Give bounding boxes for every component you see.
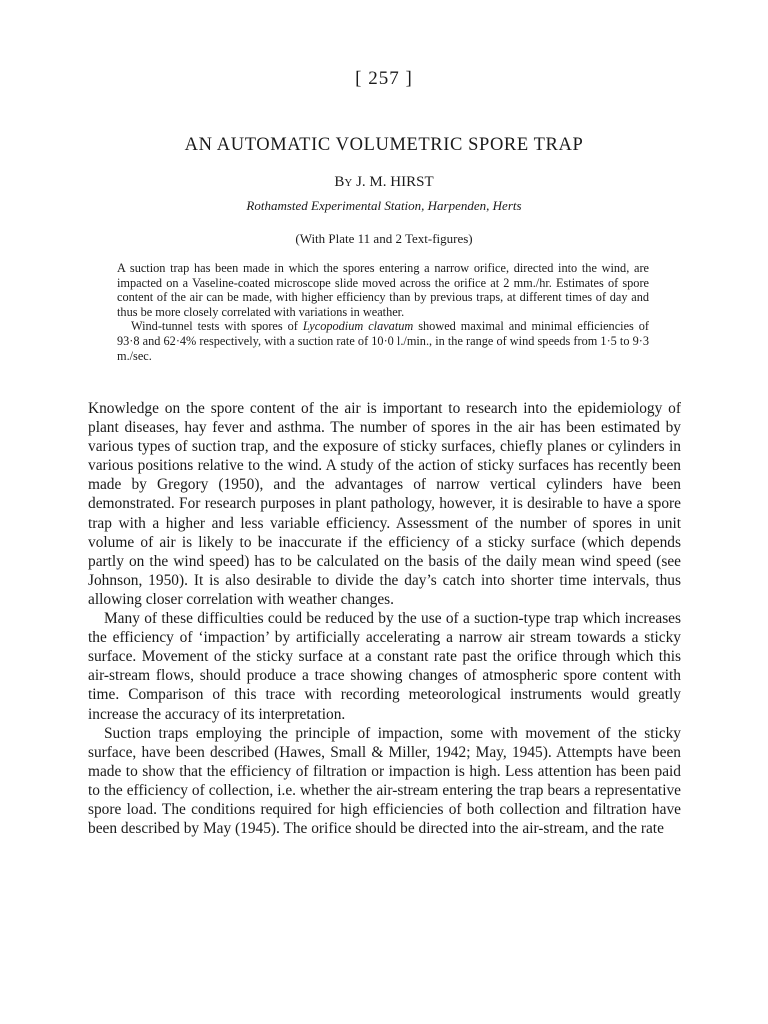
abstract-text: showed maximal and minimal efficiencies of 93·8 and 62·4% respectively, with a suction rate of 10·0 l./min., in the range of wind speeds from 1·5 to 9·3 m./sec.: [117, 319, 650, 363]
abstract: [117, 261, 649, 363]
article-title: AN AUTOMATIC VOLUMETRIC SPORE TRAP: [184, 135, 584, 155]
page-number: [ 257 ]: [355, 68, 413, 89]
plates-note: (With Plate 11 and 2 Text-figures): [295, 231, 473, 246]
body-paragraph: Many of these difficulties could be reduced by the use of a suction-type trap which increases the efficiency of ‘impaction’ by artificially accelerating a narrow air stream towards a sticky surface. Movement of the sticky surface at a constant rate past the orifice through which this air-stream flows, should produce a trace showing changes of atmospheric spore content with time. Comparison of this trace with recording meteorological instruments would greatly increase the accuracy of its interpretation.: [88, 610, 681, 723]
byline-prefix: By: [334, 174, 353, 190]
author-affiliation: Rothamsted Experimental Station, Harpenden, Herts: [246, 198, 522, 213]
abstract-text: Wind-tunnel tests with spores of: [131, 319, 303, 334]
abstract-paragraph: A suction trap has been made in which the spores entering a narrow orifice, directed into the wind, are impacted on a Vaseline-coated microscope slide moved across the orifice at 2 mm./hr. Estimates of spore content of the air can be made, with higher efficiency than by previous traps, at different times of day and thus be more closely correlated with variations in weather.: [117, 261, 649, 319]
species-name: Lycopodium clavatum: [302, 319, 414, 334]
author-name: J. M. HIRST: [356, 174, 434, 190]
body-paragraph: Knowledge on the spore content of the air is important to research into the epidemiology of plant diseases, hay fever and asthma. The number of spores in the air has been estimated by various types of suction trap, and the exposure of sticky surfaces, chiefly planes or cylinders in various positions relative to the wind. A study of the action of sticky surfaces has recently been made by Gregory (1950), and the advantages of narrow vertical cylinders have been demonstrated. For research purposes in plant pathology, however, it is desirable to have a spore trap with a higher and less variable efficiency. Assessment of the number of spores in unit volume of air is likely to be inaccurate if the efficiency of a sticky surface (which depends partly on the wind speed) has to be calculated on the basis of the daily mean wind speed (see Johnson, 1950). It is also desirable to divide the day’s catch into shorter time intervals, thus allowing closer correlation with weather changes.: [88, 400, 681, 608]
body-text: [88, 399, 681, 838]
abstract-paragraph: [117, 319, 649, 363]
byline: [0, 174, 768, 191]
body-paragraph: Suction traps employing the principle of impaction, some with movement of the sticky surface, have been described (Hawes, Small & Miller, 1942; May, 1945). Attempts have been made to show that the efficiency of filtration or impaction is high. Less attention has been paid to the efficiency of collection, i.e. whether the air-stream entering the trap bears a representative spore load. The conditions required for high efficiencies of both collection and filtration have been described by May (1945). The orifice should be directed into the air-stream, and the rate: [88, 724, 681, 838]
